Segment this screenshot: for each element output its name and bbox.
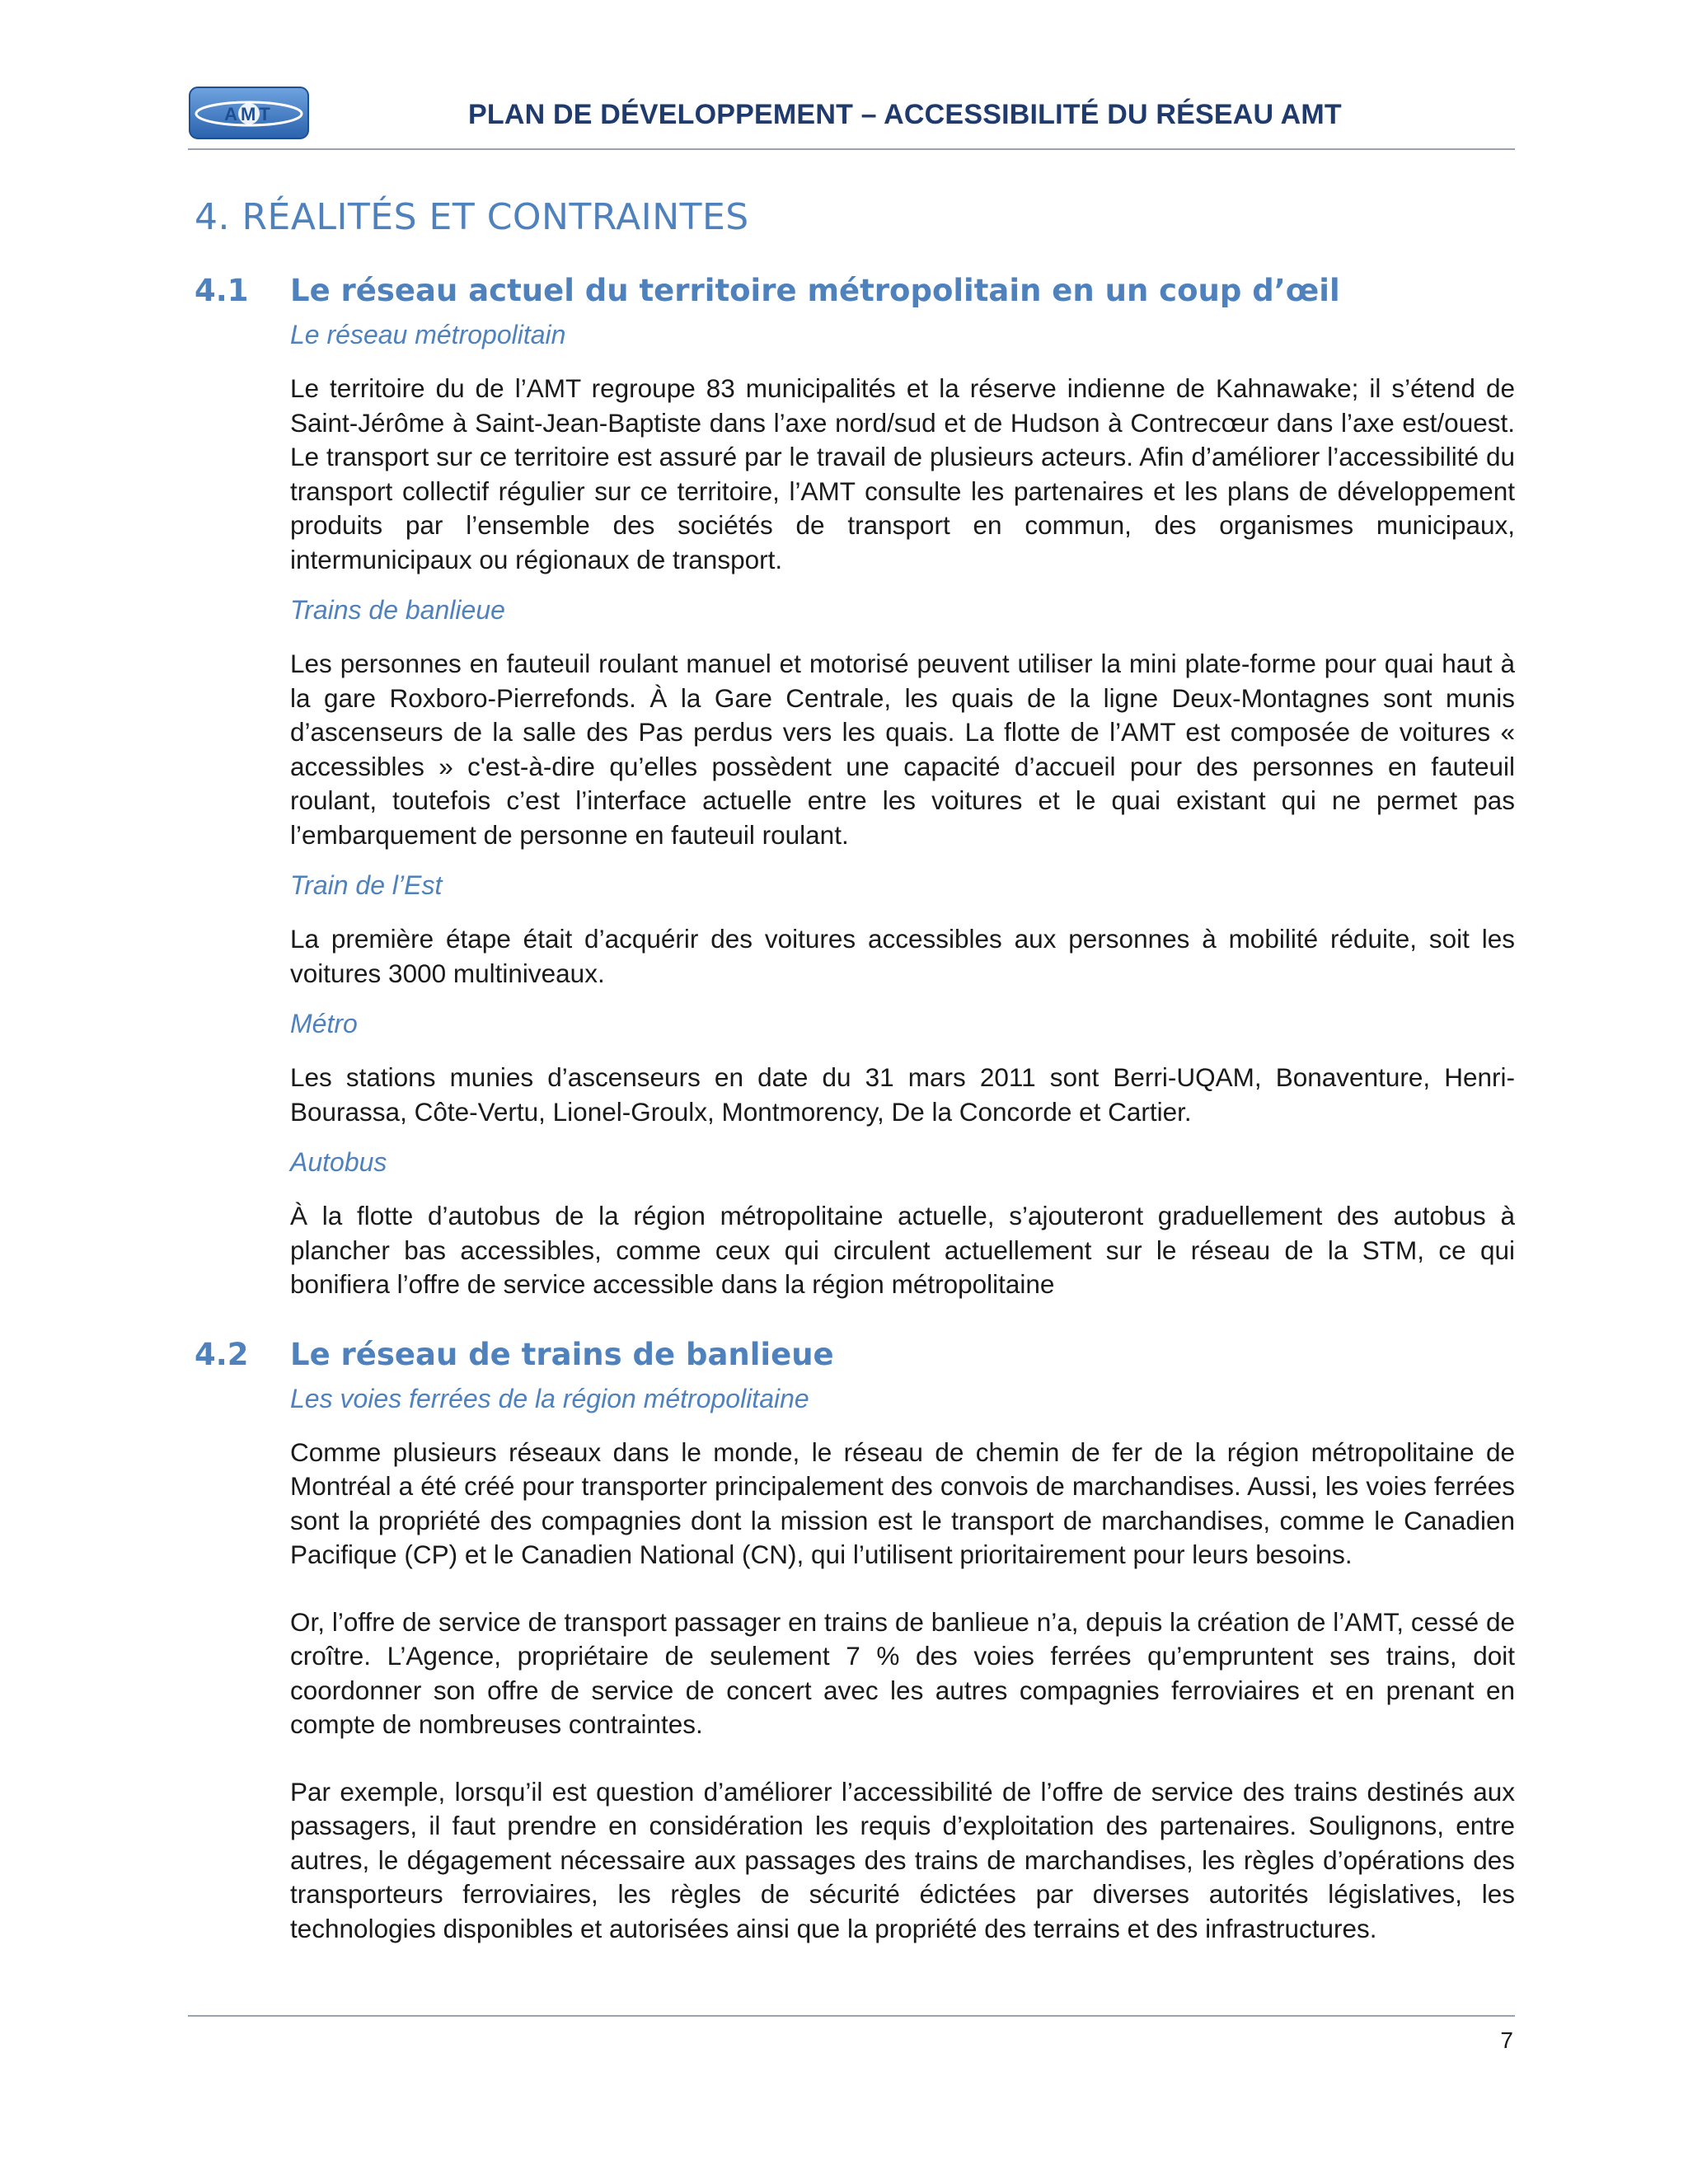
section-number: 4.1	[195, 273, 249, 308]
logo-text: AMT	[224, 104, 274, 124]
subsection-heading: Les voies ferrées de la région métropolitaine	[290, 1383, 809, 1413]
paragraph: À la flotte d’autobus de la région métropolitaine actuelle, s’ajouteront graduellement des autobus à plancher bas accessibles, comme ceux qui circulent actuellement sur le réseau de la STM, ce qui bonifiera l’offre de service accessible dans la région métropolitaine	[290, 1201, 1515, 1299]
paragraph: La première étape était d’acquérir des voitures accessibles aux personnes à mobilité réduite, soit les voitures 3000 multiniveaux.	[290, 924, 1515, 988]
subsection-heading: Le réseau métropolitain	[290, 320, 566, 349]
subsection-heading: Trains de banlieue	[290, 595, 505, 625]
paragraph: Les stations munies d’ascenseurs en date du 31 mars 2011 sont Berri-UQAM, Bonaventure, Henri-Bourassa, Côte-Vertu, Lionel-Groulx, Montmorency, De la Concorde et Cartier.	[290, 1062, 1515, 1127]
footer-divider	[188, 2015, 1515, 2017]
amt-logo	[188, 86, 310, 140]
page-content	[195, 173, 1515, 1946]
section-heading	[195, 273, 1515, 308]
section-heading	[195, 1337, 1515, 1372]
section-body	[290, 1384, 1515, 1947]
page-header	[188, 82, 1515, 148]
paragraph: Le territoire du de l’AMT regroupe 83 municipalités et la réserve indienne de Kahnawake; il s’étend de Saint-Jérôme à Saint-Jean-Baptiste dans l’axe nord/sud et de Hudson à Contrecœur dans l’axe est/ouest. Le transport sur ce territoire est assuré par le travail de plusieurs acteurs. Afin d’améliorer l’accessibilité du transport collectif régulier sur ce territoire, l’AMT consulte les partenaires et les plans de développement produits par l’ensemble des sociétés de transport en commun, des organismes municipaux, intermunicipaux ou régionaux de transport.	[290, 373, 1515, 574]
subsection-heading: Métro	[290, 1009, 358, 1038]
subsection-heading: Autobus	[290, 1147, 387, 1177]
chapter-title: 4. RÉALITÉS ET CONTRAINTES	[195, 196, 749, 238]
paragraph: Or, l’offre de service de transport passager en trains de banlieue n’a, depuis la création de l’AMT, cessé de croître. L’Agence, propriétaire de seulement 7 % des voies ferrées qu’empruntent ses trains, doit coordonner son offre de service de concert avec les autres compagnies ferroviaires et en prenant en compte de nombreuses contraintes.	[290, 1606, 1515, 1739]
header-divider	[188, 148, 1515, 150]
page-number: 7	[1500, 2027, 1513, 2053]
document-title: PLAN DE DÉVELOPPEMENT – ACCESSIBILITÉ DU RÉSEAU AMT	[468, 99, 1342, 130]
paragraph: Comme plusieurs réseaux dans le monde, le réseau de chemin de fer de la région métropolitaine de Montréal a été créé pour transporter principalement des convois de marchandises. Aussi, les voies ferrées sont la propriété des compagnies dont la mission est le transport de marchandises, comme le Canadien Pacifique (CP) et le Canadien National (CN), qui l’utilisent prioritairement pour leurs besoins.	[290, 1436, 1515, 1569]
section-title: Le réseau de trains de banlieue	[290, 1336, 834, 1372]
section-body	[290, 320, 1515, 1302]
paragraph: Par exemple, lorsqu’il est question d’améliorer l’accessibilité de l’offre de service des trains destinés aux passagers, il faut prendre en considération les requis d’exploitation des partenaires. Soulignons, entre autres, le dégagement nécessaire aux passages des trains de marchandises, les règles d’opérations des transporteurs ferroviaires, les règles de sécurité édictées par diverses autorités législatives, les technologies disponibles et autorisées ainsi que la propriété des terrains et des infrastructures.	[290, 1776, 1515, 1943]
section-title: Le réseau actuel du territoire métropolitain en un coup d’œil	[290, 273, 1340, 308]
paragraph: Les personnes en fauteuil roulant manuel et motorisé peuvent utiliser la mini plate-forme pour quai haut à la gare Roxboro-Pierrefonds. À la Gare Centrale, les quais de la ligne Deux-Montagnes sont munis d’ascenseurs de la salle des Pas perdus vers les quais. La flotte de l’AMT est composée de voitures « accessibles » c'est-à-dire qu’elles possèdent une capacité d’accueil pour des personnes en fauteuil roulant, toutefois c’est l’interface actuelle entre les voitures et le quai existant qui ne permet pas l’embarquement de personne en fauteuil roulant.	[290, 649, 1515, 850]
subsection-heading: Train de l’Est	[290, 870, 443, 900]
section-number: 4.2	[195, 1336, 249, 1372]
